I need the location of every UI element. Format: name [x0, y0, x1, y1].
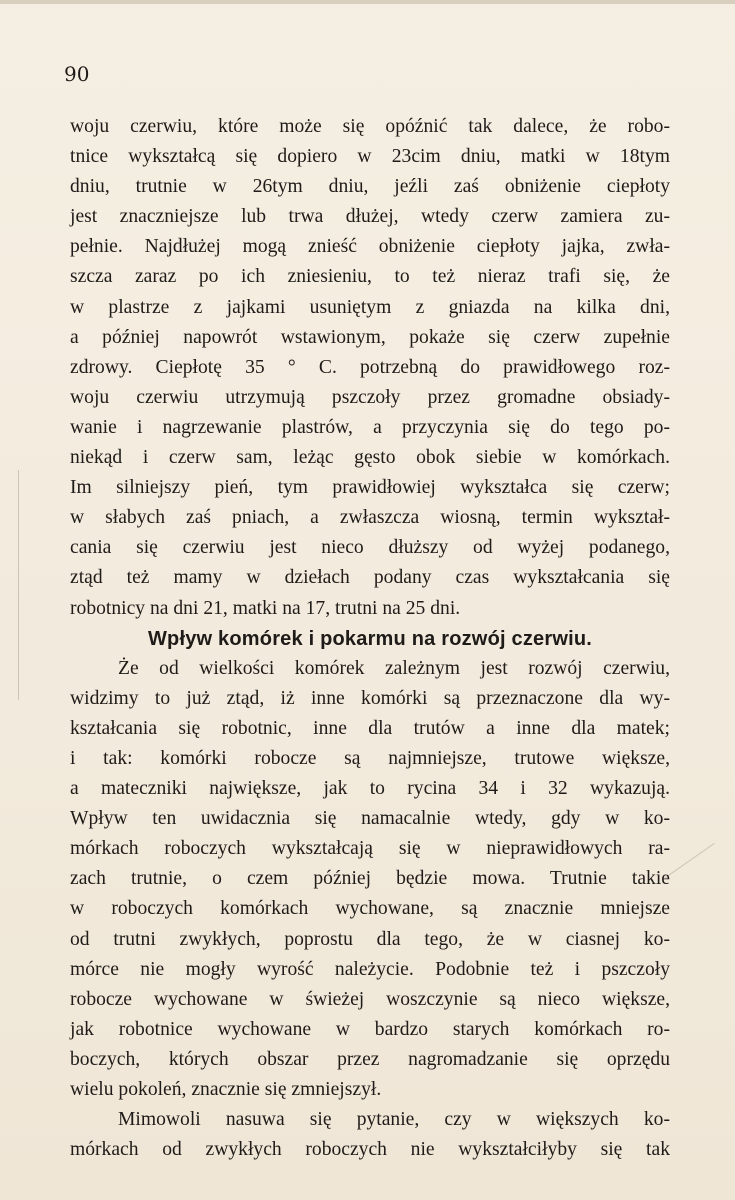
text-line: w słabych zaś pniach, a zwłaszcza wiosną, termin wykształ- [70, 507, 670, 529]
text-line: a mateczniki największe, jak to rycina 34 i 32 wykazują. [70, 778, 670, 800]
text-line: cania się czerwiu jest nieco dłuższy od wyżej podanego, [70, 537, 670, 559]
text-line: w roboczych komórkach wychowane, są znacznie mniejsze [70, 898, 670, 920]
text-line: robocze wychowane w świeżej woszczynie są nieco większe, [70, 988, 670, 1010]
text-line: mórkach roboczych wykształcają się w nieprawidłowych ra- [70, 838, 670, 860]
page-number: 90 [64, 62, 90, 86]
text-line: kształcania się robotnic, inne dla trutów a inne dla matek; [70, 717, 670, 739]
text-line: dniu, trutnie w 26tym dniu, jeźli zaś obniżenie ciepłoty [70, 176, 670, 198]
text-line: od trutni zwykłych, poprostu dla tego, że w ciasnej ko- [70, 928, 670, 950]
page-top-edge [0, 0, 735, 4]
text-line: mórce nie mogły wyrość należycie. Podobnie też i pszczoły [70, 958, 670, 980]
text-line: Wpływ ten uwidacznia się namacalnie wtedy, gdy w ko- [70, 808, 670, 830]
text-line: szcza zaraz po ich zniesieniu, to też nieraz trafi się, że [70, 266, 670, 288]
text-line: mórkach od zwykłych roboczych nie wykształciłyby się tak [70, 1139, 670, 1161]
text-line: zdrowy. Ciepłotę 35 ° C. potrzebną do prawidłowego roz- [70, 356, 670, 378]
show-through-mark [665, 843, 715, 879]
text-line: woju czerwiu, które może się opóźnić tak dalece, że robo- [70, 116, 670, 137]
show-through-mark [18, 470, 20, 700]
body-text [70, 112, 670, 1165]
text-line: robotnicy na dni 21, matki na 17, trutni na 25 dni. [70, 597, 461, 619]
text-line: wielu pokoleń, znacznie się zmniejszył. [70, 1079, 382, 1100]
text-line: Im silniejszy pień, tym prawidłowiej wykształca się czerw; [70, 477, 670, 499]
text-line: woju czerwiu utrzymują pszczoły przez gromadne obsiady- [70, 386, 670, 408]
text-line: zach trutnie, o czem później będzie mowa. Trutnie takie [70, 868, 670, 890]
text-line: jest znaczniejsze lub trwa dłużej, wtedy czerw zamiera zu- [70, 206, 670, 228]
text-line: boczych, których obszar przez nagromadzanie się oprzędu [70, 1048, 670, 1070]
section-heading: Wpływ komórek i pokarmu na rozwój czerwiu. [147, 627, 593, 650]
text-line: i tak: komórki robocze są najmniejsze, trutowe większe, [70, 747, 670, 769]
text-line: a później napowrót wstawionym, pokaże się czerw zupełnie [70, 326, 670, 348]
text-line: ztąd też mamy w dziełach podany czas wykształcania się [70, 567, 670, 589]
text-line: w plastrze z jajkami usuniętym z gniazda na kilka dni, [70, 296, 670, 318]
text-line: pełnie. Najdłużej mogą znieść obniżenie ciepłoty jajka, zwła- [70, 236, 670, 258]
text-line: tnice wykształcą się dopiero w 23cim dniu, matki w 18tym [70, 146, 670, 168]
text-line: widzimy to już ztąd, iż inne komórki są przeznaczone dla wy- [70, 687, 670, 709]
text-line: jak robotnice wychowane w bardzo starych komórkach ro- [70, 1018, 670, 1040]
text-line: wanie i nagrzewanie plastrów, a przyczynia się do tego po- [70, 416, 670, 438]
text-line: Mimowoli nasuwa się pytanie, czy w większych ko- [118, 1109, 670, 1131]
text-line: Że od wielkości komórek zależnym jest rozwój czerwiu, [118, 657, 670, 679]
text-line: niekąd i czerw sam, leżąc gęsto obok siebie w komórkach. [70, 447, 670, 469]
